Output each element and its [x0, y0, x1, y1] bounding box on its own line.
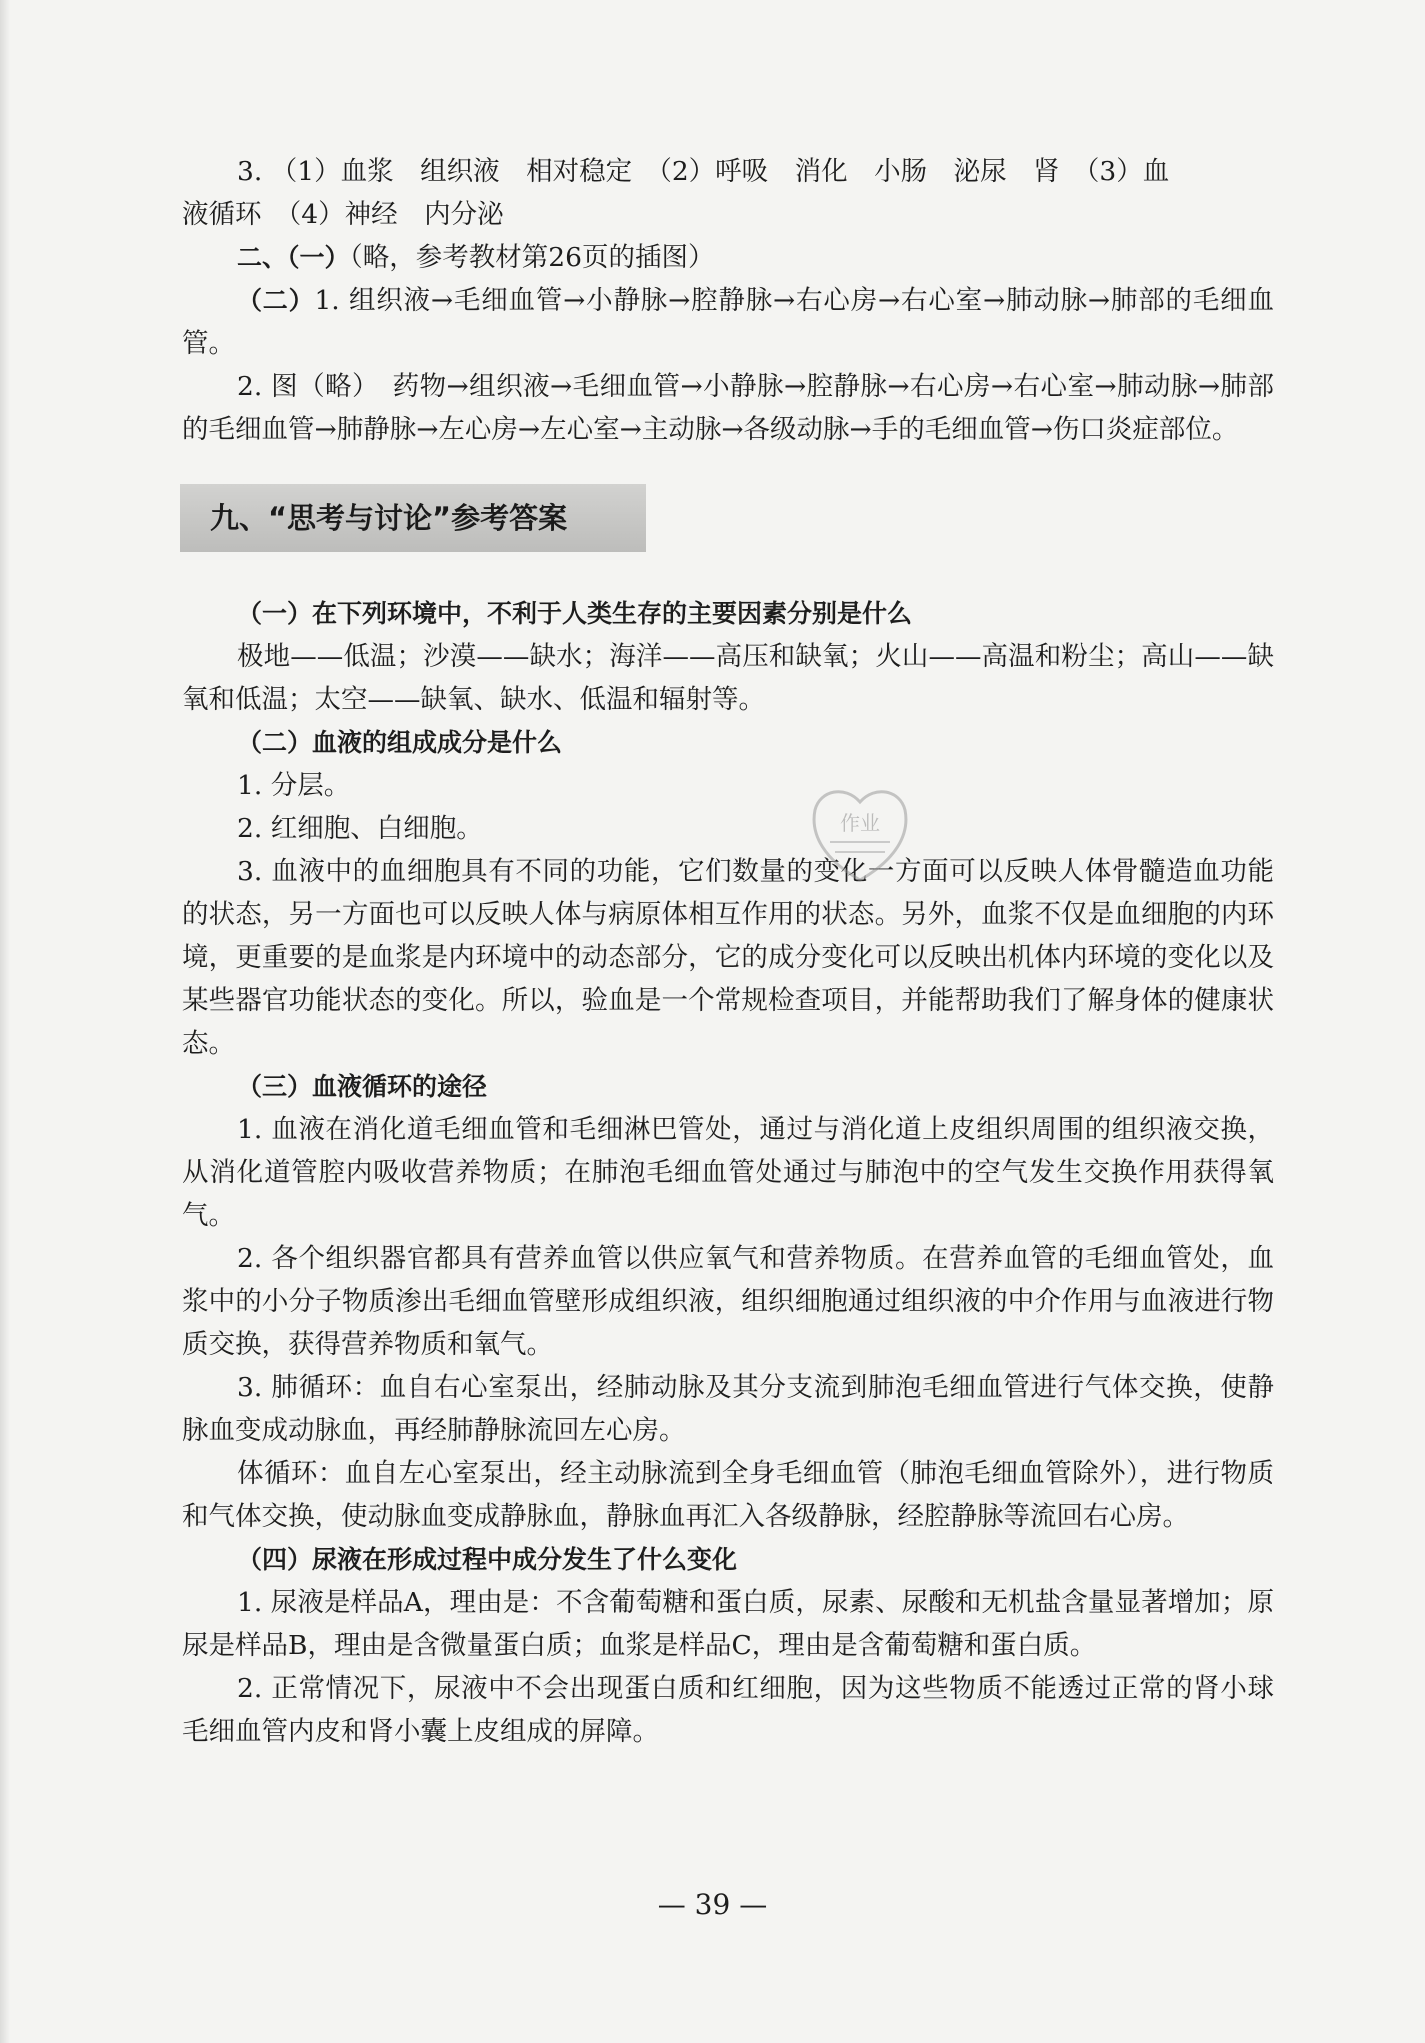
part2-b-text: 1. 组织液→毛细血管→小静脉→腔静脉→右心房→右心室→肺动脉→肺部的毛细血管。 [182, 285, 1274, 359]
answer-3-2: 2. 各个组织器官都具有营养血管以供应氧气和营养物质。在营养血管的毛细血管处，血浆中的小分子物质渗出毛细血管壁形成组织液，组织细胞通过组织液的中介作用与血液进行物质交换，获得营养物质和氧气。 [182, 1243, 1274, 1360]
section-title: 九、“思考与讨论”参考答案 [180, 484, 646, 552]
part2-a-line [182, 236, 1274, 279]
part2-head: 二、 [237, 243, 288, 272]
question-4: （四）尿液在形成过程中成分发生了什么变化 [237, 1545, 738, 1574]
stamp-seal-icon [805, 780, 915, 885]
answer-3-4: 体循环：血自左心室泵出，经主动脉流到全身毛细血管（肺泡毛细血管除外），进行物质和气体交换，使动脉血变成静脉血，静脉血再汇入各级静脉，经腔静脉等流回右心房。 [182, 1458, 1274, 1532]
part2-b-label: （二） [237, 286, 315, 315]
question-3: （三）血液循环的途径 [237, 1072, 488, 1101]
part2-b2-text: 2. 图（略） 药物→组织液→毛细血管→小静脉→腔静脉→右心房→右心室→肺动脉→肺部的毛细血管→肺静脉→左心房→左心室→主动脉→各级动脉→手的毛细血管→伤口炎症部位。 [182, 371, 1274, 445]
answer-4-2: 2. 正常情况下，尿液中不会出现蛋白质和红细胞，因为这些物质不能透过正常的肾小球毛细血管内皮和肾小囊上皮组成的屏障。 [182, 1673, 1274, 1747]
answer-4-1: 1. 尿液是样品A，理由是：不含葡萄糖和蛋白质，尿素、尿酸和无机盐含量显著增加；原尿是样品B，理由是含微量蛋白质；血浆是样品C，理由是含葡萄糖和蛋白质。 [182, 1587, 1274, 1661]
answer-2-2: 2. 红细胞、白细胞。 [237, 813, 483, 844]
answer-2-1: 1. 分层。 [237, 770, 351, 801]
page-content [182, 150, 1274, 1753]
part2-b-line [182, 279, 1274, 365]
answer-3-3: 3. 肺循环：血自右心室泵出，经肺动脉及其分支流到肺泡毛细血管进行气体交换，使静脉血变成动脉血，再经肺静脉流回左心房。 [182, 1372, 1274, 1446]
part2-a-label: （一） [287, 243, 350, 272]
answer-3-1: 1. 血液在消化道毛细血管和毛细淋巴管处，通过与消化道上皮组织周围的组织液交换，从消化道管腔内吸收营养物质；在肺泡毛细血管处通过与肺泡中的空气发生交换作用获得氧气。 [182, 1114, 1274, 1231]
page-edge-shadow [0, 0, 10, 2043]
question-2: （二）血液的组成成分是什么 [237, 728, 563, 757]
item3-line1: 3. （1）血浆 组织液 相对稳定 （2）呼吸 消化 小肠 泌尿 肾 （3）血 [237, 156, 1170, 187]
part2-a-text: （略，参考教材第26页的插图） [349, 242, 715, 273]
page-number: — 39 — [657, 1888, 768, 1921]
item3-line2: 液循环 （4）神经 内分泌 [182, 199, 504, 230]
answer-1: 极地——低温；沙漠——缺水；海洋——高压和缺氧；火山——高温和粉尘；高山——缺氧和低温；太空——缺氧、缺水、低温和辐射等。 [182, 641, 1274, 715]
svg-text:作业: 作业 [840, 811, 880, 835]
answer-2-3: 3. 血液中的血细胞具有不同的功能，它们数量的变化一方面可以反映人体骨髓造血功能的状态，另一方面也可以反映人体与病原体相互作用的状态。另外，血浆不仅是血细胞的内环境，更重要的是血浆是内环境中的动态部分，它的成分变化可以反映出机体内环境的变化以及某些器官功能状态的变化。所以，验血是一个常规检查项目，并能帮助我们了解身体的健康状态。 [182, 856, 1274, 1059]
question-1: （一）在下列环境中，不利于人类生存的主要因素分别是什么 [237, 599, 913, 628]
